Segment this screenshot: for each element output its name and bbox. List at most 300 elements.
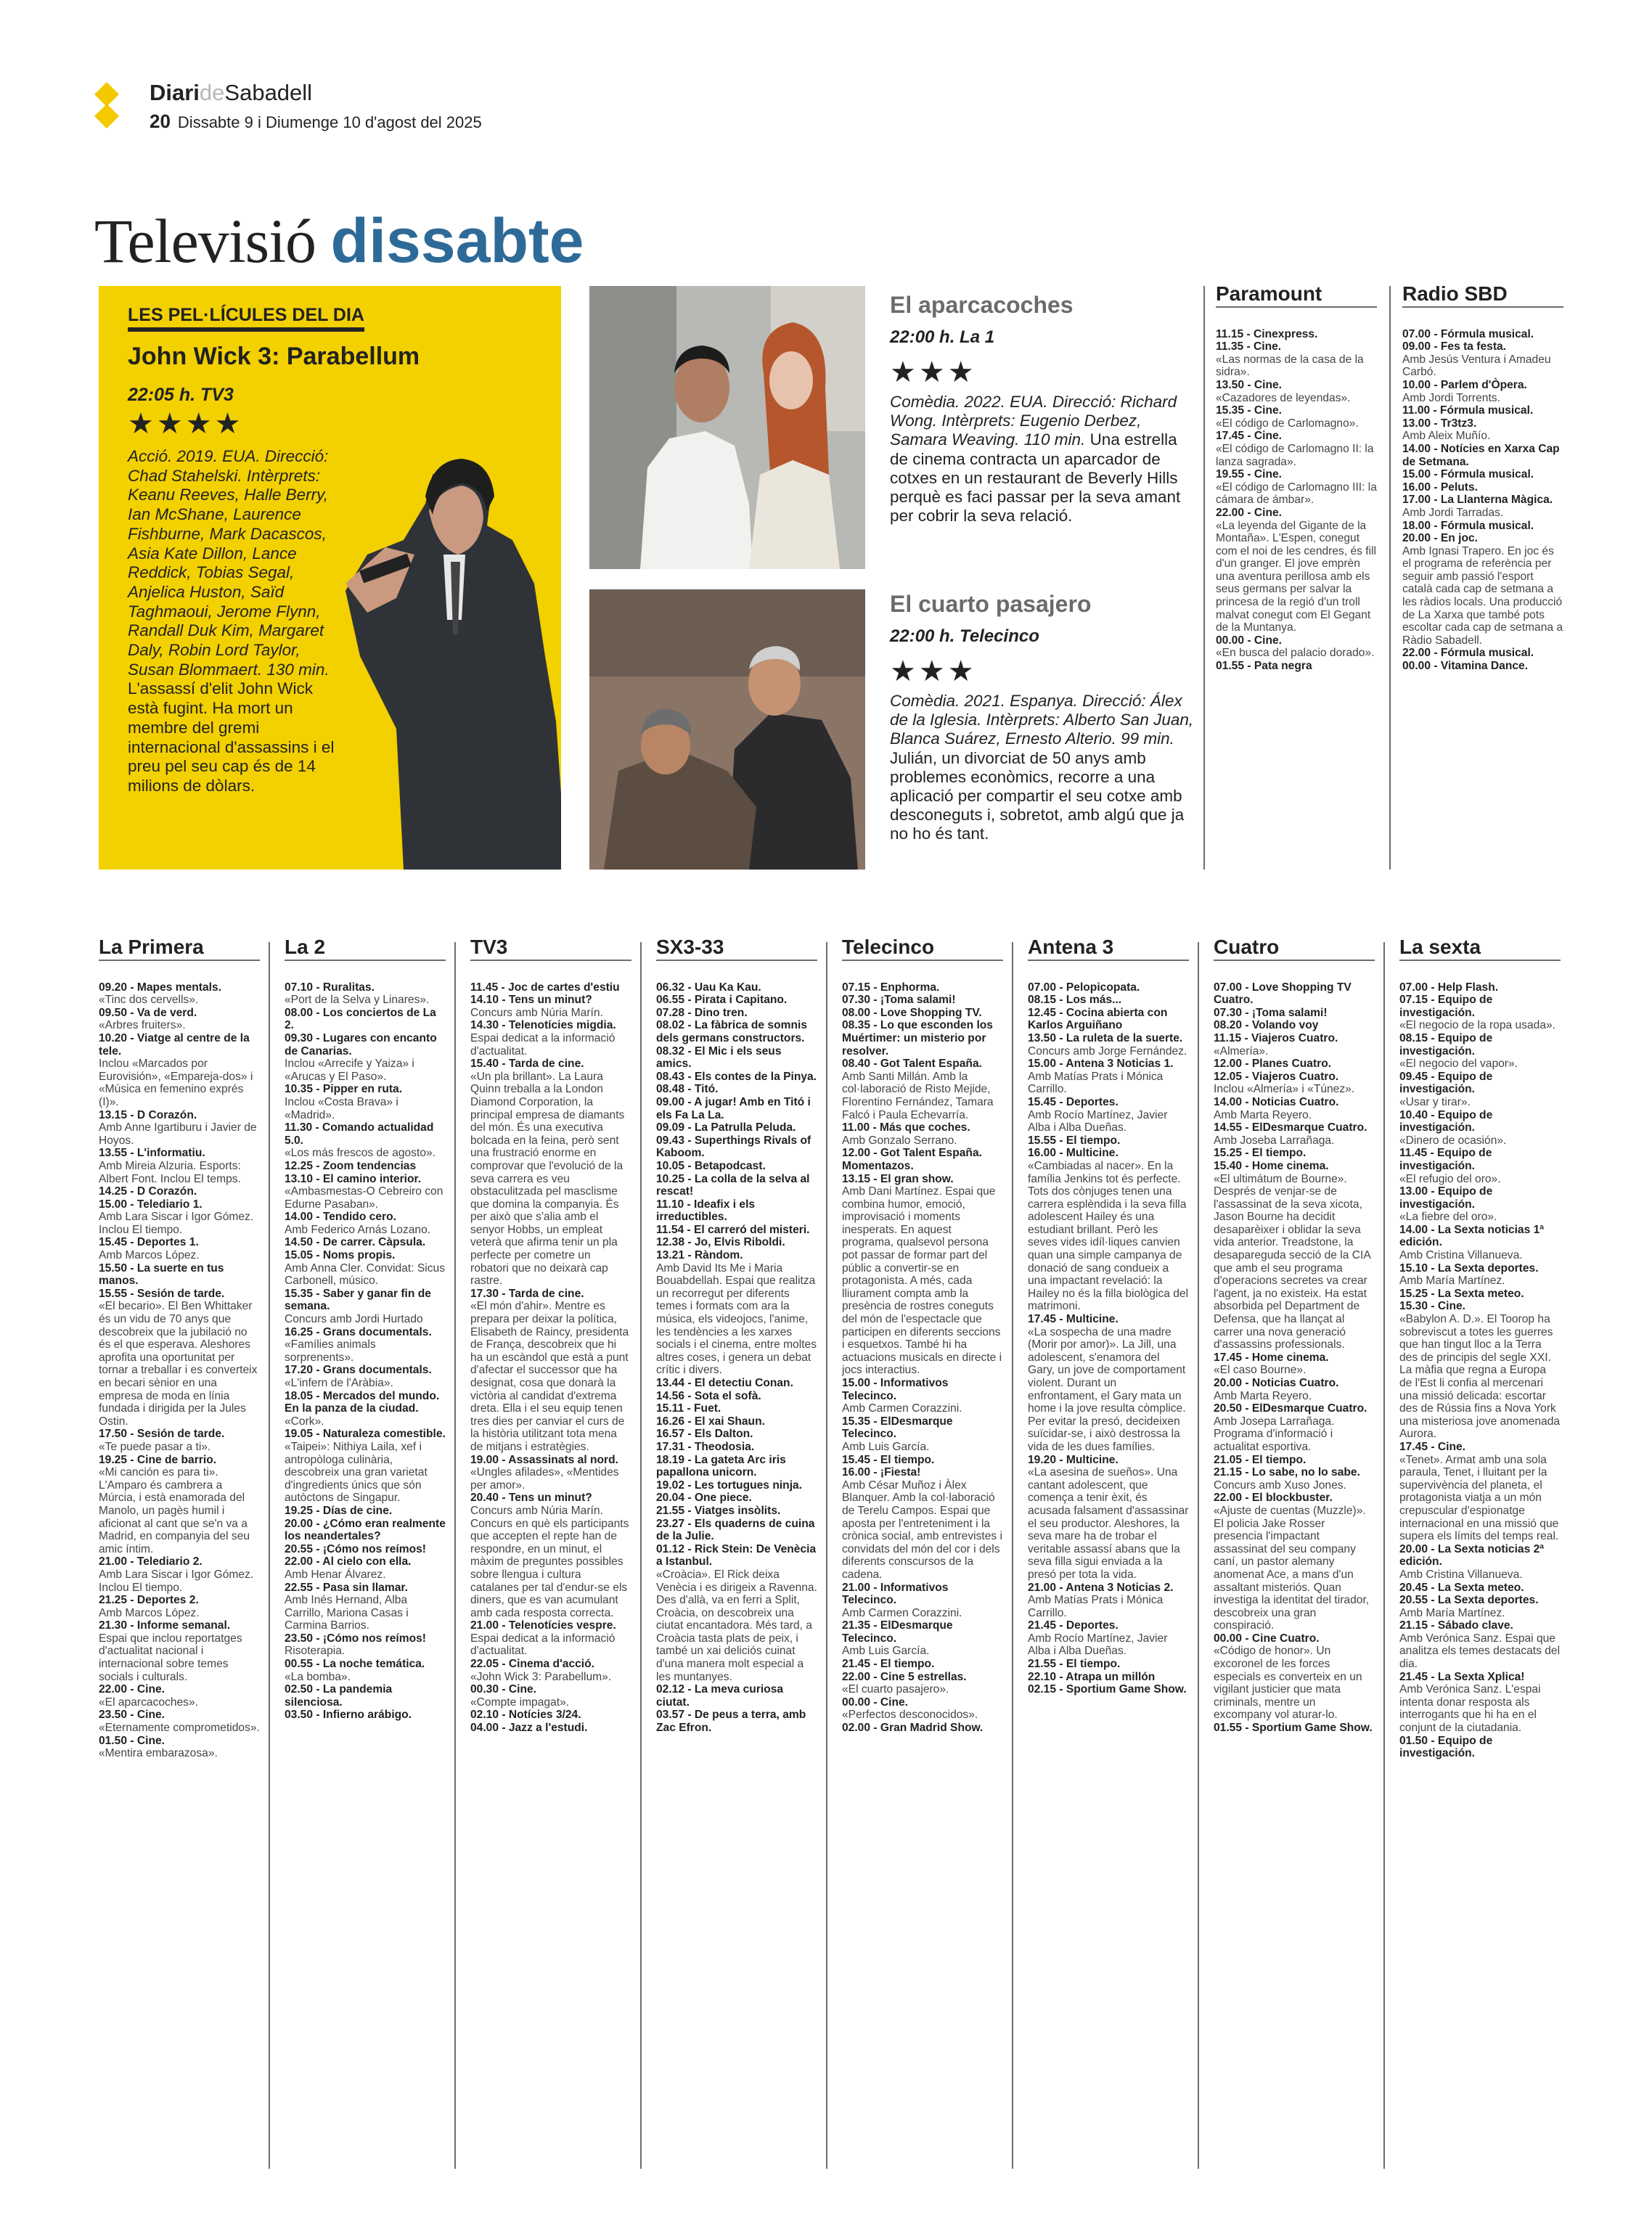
- programme-title: 15.35 - ElDesmarque Telecinco.: [842, 1415, 953, 1441]
- programme-description: Amb Ignasi Trapero. En joc és el programa de referència per seguir amb passió l'esport català cada cap de setmana a les ràdios locals. Una producció de La Xarxa que també pots escoltar cada cap de setmana a Ràdio Sabadell.: [1402, 544, 1563, 647]
- programme-title: 13.15 - D Corazón.: [99, 1108, 197, 1121]
- programme-title: 09.20 - Mapes mentals.: [99, 981, 222, 994]
- programme-title: 07.00 - Help Flash.: [1399, 981, 1499, 994]
- programme-entry: [1399, 1288, 1561, 1301]
- channel-column-tv3: [470, 936, 631, 1735]
- programme-description: «El refugio del oro».: [1399, 1172, 1501, 1185]
- programme-description: Concurs amb Xuso Jones.: [1214, 1478, 1346, 1492]
- programme-description: Amb Federico Arnás Lozano.: [285, 1223, 431, 1236]
- programme-title: 14.00 - Tendido cero.: [285, 1211, 396, 1224]
- programme-entry: [656, 1377, 817, 1390]
- programme-entry: [656, 1045, 817, 1071]
- programme-entry: [1402, 481, 1563, 494]
- programme-entry: [285, 1632, 446, 1658]
- programme-title: 13.55 - L'informatiu.: [99, 1147, 205, 1160]
- programme-title: 10.35 - Pipper en ruta.: [285, 1083, 403, 1096]
- programme-description: Amb Carmen Corazzini.: [842, 1402, 962, 1415]
- programme-description: Amb Joseba Larrañaga.: [1214, 1134, 1335, 1147]
- programme-entry: [842, 1121, 1003, 1147]
- programme-description: «Eternamente comprometidos».: [99, 1722, 260, 1735]
- programme-entry: [842, 1173, 1003, 1378]
- programme-entry: [285, 1582, 446, 1632]
- programme-title: 08.15 - Equipo de investigación.: [1399, 1031, 1493, 1058]
- programme-description: «Usar y tirar».: [1399, 1095, 1471, 1108]
- programme-title: 02.10 - Notícies 3/24.: [470, 1709, 581, 1722]
- programme-entry: [656, 1134, 817, 1160]
- programme-description: «Taipei»: Nithiya Laila, xef i antropòloga culinària, descobreix una gran varietat d'ingredients únics que són autòctons de Singapur.: [285, 1440, 428, 1505]
- programme-title: 02.00 - Gran Madrid Show.: [842, 1722, 984, 1735]
- programme-entry: [470, 1709, 631, 1722]
- programme-entry: [1216, 507, 1377, 634]
- programme-entry: [99, 1709, 260, 1734]
- programme-entry: [285, 1236, 446, 1249]
- programme-title: 15.00 - Fórmula musical.: [1402, 468, 1534, 481]
- programme-entry: [842, 1619, 1003, 1658]
- programme-description: Espai dedicat a la informació d'actualitat.: [470, 1632, 616, 1658]
- programme-description: «Perfectos desconocidos».: [842, 1709, 978, 1722]
- programme-title: 08.02 - La fàbrica de somnis dels germans constructors.: [656, 1019, 808, 1044]
- el-cuarto-pasajero-photo: [589, 589, 865, 870]
- featured-film-title: John Wick 3: Parabellum: [128, 343, 420, 370]
- programme-entry: [656, 1709, 817, 1734]
- programme-entry: [1214, 1019, 1375, 1032]
- programme-entry: [656, 1479, 817, 1492]
- programme-description: Amb Marta Reyero.: [1214, 1389, 1312, 1402]
- programme-title: 08.00 - Love Shopping TV.: [842, 1006, 982, 1019]
- programme-description: «La bomba».: [285, 1670, 351, 1683]
- programme-title: 22.00 - Fórmula musical.: [1402, 647, 1534, 660]
- programme-title: 11.35 - Cine.: [1216, 340, 1282, 353]
- programme-description: Amb Cristina Villanueva.: [1399, 1249, 1523, 1262]
- programme-entry: [1402, 328, 1563, 341]
- programme-entry: [842, 1658, 1003, 1671]
- programme-entry: [1214, 1147, 1375, 1160]
- programme-entry: [1402, 494, 1563, 519]
- programme-entry: [285, 1390, 446, 1428]
- programme-title: 07.30 - ¡Toma salami!: [842, 994, 956, 1007]
- programme-description: Amb Anne Igartiburu i Javier de Hoyos.: [99, 1121, 257, 1147]
- programme-entry: [656, 1441, 817, 1454]
- programme-title: 07.15 - Enphorma.: [842, 981, 940, 994]
- programme-entry: [1028, 1671, 1189, 1684]
- programme-title: 12.45 - Cocina abierta con Karlos Arguiñano: [1028, 1006, 1168, 1032]
- film-credits: Comèdia. 2021. Espanya. Direcció: Álex de la Iglesia. Intèrprets: Alberto San Juan, Blanca Suárez, Ernesto Alterio. 99 min.: [890, 692, 1194, 748]
- programme-title: 13.50 - Cine.: [1216, 378, 1283, 391]
- programme-description: Amb Marta Reyero.: [1214, 1108, 1312, 1121]
- programme-entry: [1214, 1454, 1375, 1467]
- programme-description: Amb Verónica Sanz. L'espai intenta donar resposta als interrogants que hi ha en el conjunt de la ciutadania.: [1399, 1683, 1541, 1735]
- film-title: El cuarto pasajero: [890, 591, 1092, 617]
- programme-entry: [99, 1594, 260, 1619]
- programme-title: 21.15 - Lo sabe, no lo sabe.: [1214, 1466, 1360, 1479]
- programme-entry: [1028, 1619, 1189, 1658]
- programme-entry: [842, 1147, 1003, 1172]
- programme-entry: [656, 1249, 817, 1377]
- film-rating: ★★★: [890, 356, 977, 388]
- programme-entry: [656, 1007, 817, 1020]
- programme-title: 22.00 - Cine.: [99, 1683, 165, 1696]
- film-credits: Comèdia. 2022. EUA. Direcció: Richard Wong. Intèrprets: Eugenio Derbez, Samara Weaving. 110 min.: [890, 393, 1177, 449]
- programme-title: 00.00 - Cine.: [1216, 634, 1283, 647]
- programme-entry: [285, 1428, 446, 1505]
- programme-entry: [99, 1262, 260, 1288]
- programme-description: «El caso Bourne».: [1214, 1364, 1307, 1377]
- programme-entry: [285, 1658, 446, 1683]
- programme-entry: [1399, 1262, 1561, 1288]
- programme-title: 07.15 - Equipo de investigación.: [1399, 994, 1493, 1019]
- programme-entry: [1214, 1377, 1375, 1402]
- programme-description: Inclou «Marcados por Eurovisión», «Empareja-dos» i «Música en femenino exprés (I)».: [99, 1058, 253, 1108]
- channel-column-la-sexta: [1399, 936, 1561, 1760]
- programme-title: 17.50 - Sesión de tarde.: [99, 1428, 225, 1441]
- programme-title: 20.45 - La Sexta meteo.: [1399, 1581, 1524, 1594]
- programme-entry: [842, 1671, 1003, 1696]
- programme-title: 08.35 - Lo que esconden los Muértimer: un misterio por resolver.: [842, 1019, 993, 1058]
- programme-title: 14.25 - D Corazón.: [99, 1185, 197, 1198]
- programme-title: 14.30 - Telenotícies migdia.: [470, 1019, 616, 1032]
- programme-description: Concurs amb Jordi Hurtado: [285, 1313, 423, 1326]
- programme-description: Amb Josepa Larrañaga. Programa d'informació i actualitat esportiva.: [1214, 1415, 1335, 1453]
- programme-title: 21.45 - El tiempo.: [842, 1658, 935, 1671]
- programme-title: 14.00 - Notícies en Xarxa Cap de Setmana.: [1402, 442, 1560, 468]
- programme-description: Amb Marcos López.: [99, 1249, 200, 1262]
- programme-entry: [842, 1058, 1003, 1121]
- channel-column-la-primera: [99, 936, 260, 1760]
- programme-description: Amb Gonzalo Serrano.: [842, 1134, 957, 1147]
- programme-title: 22.10 - Atrapa un millón: [1028, 1670, 1156, 1683]
- programme-title: 17.30 - Tarda de cine.: [470, 1287, 584, 1300]
- programme-description: «Te puede pasar a ti».: [99, 1440, 211, 1453]
- channel-column-paramount: [1216, 282, 1377, 673]
- featured-film-slot: 22:05 h. TV3: [128, 385, 234, 405]
- programme-title: 20.00 - ¿Cómo eran realmente los neandertales?: [285, 1517, 446, 1543]
- programme-entry: [1402, 660, 1563, 673]
- programme-description: Amb María Martínez.: [1399, 1606, 1505, 1619]
- programme-entry: [470, 1019, 631, 1058]
- featured-film-rating: ★★★★: [128, 408, 244, 440]
- programme-entry: [1028, 1658, 1189, 1671]
- programme-title: 15.45 - Deportes 1.: [99, 1236, 199, 1249]
- programme-description: «Ungles afilades», «Mentides per amor».: [470, 1466, 619, 1492]
- programme-entry: [99, 1185, 260, 1198]
- programme-title: 21.05 - El tiempo.: [1214, 1453, 1307, 1466]
- featured-film-credits: Acció. 2019. EUA. Direcció: Chad Stahelski. Intèrprets: Keanu Reeves, Halle Berry, Ian McShane, Laurence Fishburne, Mark Dacascos, Asia Kate Dillon, Lance Reddick, Tobias Segal, Anjelica Huston, Saïd Taghmaoui, Jerome Flynn, Randall Duk Kim, Margaret Daly, Robin Lord Taylor, Susan Blommaert. 130 min.: [128, 447, 330, 679]
- programme-title: 20.55 - ¡Cómo nos reímos!: [285, 1542, 426, 1555]
- programme-title: 15.00 - Telediario 1.: [99, 1198, 203, 1211]
- column-divider: [269, 942, 270, 2169]
- programme-entry: [842, 981, 1003, 994]
- programme-entry: [285, 1121, 446, 1160]
- programme-entry: [1028, 1313, 1189, 1454]
- programme-entry: [1216, 404, 1377, 430]
- programme-description: «Mi canción es para ti». L'Amparo és cambrera a Múrcia, i està enamorada del Manolo, un pagès humil i aficionat al cant que se'n va a Madrid, en companyia del seu amic íntim.: [99, 1466, 250, 1555]
- programme-title: 07.30 - ¡Toma salami!: [1214, 1006, 1328, 1019]
- programme-description: «El negocio de la ropa usada».: [1399, 1019, 1556, 1032]
- programme-description: «Babylon A. D.». El Toorop ha sobreviscut a totes les guerres que han tingut lloc a la Terra des de principis del segle XXI. La màfia que regna a Europa de l'Est li confia al mercenari una missió delicada: escortar des de Rússia fins a Nova York una misteriosa jove anomenada Aurora.: [1399, 1313, 1561, 1441]
- programme-title: 21.35 - ElDesmarque Telecinco.: [842, 1619, 953, 1645]
- programme-entry: [1028, 1058, 1189, 1096]
- programme-entry: [842, 1007, 1003, 1020]
- featured-film-synopsis: Acció. 2019. EUA. Direcció: Chad Stahelski. Intèrprets: Keanu Reeves, Halle Berry, Ian McShane, Laurence Fishburne, Mark Dacascos, Asia Kate Dillon, Lance Reddick, Tobias Segal, Anjelica Huston, Saïd Taghmaoui, Jerome Flynn, Randall Duk Kim, Margaret Daly, Robin Lord Taylor, Susan Blommaert. 130 min. L'assassí d'elit John Wick està fugint. Ha mort un membre del gremi internacional d'assassins i el preu pel seu cap és de 14 milions de dòlars.: [128, 447, 335, 795]
- programme-entry: [285, 1555, 446, 1581]
- programme-entry: [1399, 1300, 1561, 1441]
- programme-entry: [99, 1683, 260, 1709]
- programme-title: 09.45 - Equipo de investigación.: [1399, 1070, 1493, 1096]
- programme-entry: [1216, 634, 1377, 660]
- programme-title: 15.10 - La Sexta deportes.: [1399, 1261, 1539, 1275]
- programme-title: 11.45 - Equipo de investigación.: [1399, 1147, 1492, 1172]
- programme-title: 07.00 - Fórmula musical.: [1402, 327, 1534, 340]
- programme-entry: [1028, 1147, 1189, 1313]
- programme-entry: [1214, 1402, 1375, 1453]
- programme-title: 17.20 - Grans documentals.: [285, 1364, 432, 1377]
- programme-entry: [470, 994, 631, 1019]
- programme-description: Amb Verónica Sanz. Espai que analitza els temes destacats del dia.: [1399, 1632, 1561, 1671]
- programme-title: 13.44 - El detectiu Conan.: [656, 1377, 793, 1389]
- programme-entry: [1028, 1096, 1189, 1134]
- channel-name: TV3: [470, 936, 508, 958]
- programme-description: Amb Matías Prats i Mónica Carrillo.: [1028, 1070, 1164, 1096]
- programme-entry: [656, 1121, 817, 1134]
- programme-entry: [470, 1658, 631, 1683]
- programme-entry: [656, 994, 817, 1007]
- programme-entry: [1214, 1096, 1375, 1121]
- featured-kicker: LES PEL·LÍCULES DEL DIA: [128, 305, 364, 332]
- programme-entry: [285, 1505, 446, 1518]
- programme-entry: [842, 1722, 1003, 1735]
- programme-description: «Las normas de la casa de la sidra».: [1216, 353, 1364, 379]
- channel-column-la-2: [285, 936, 446, 1722]
- programme-title: 22.05 - Cinema d'acció.: [470, 1658, 594, 1671]
- programme-title: 02.50 - La pandemia silenciosa.: [285, 1683, 393, 1709]
- programme-title: 20.00 - Noticias Cuatro.: [1214, 1377, 1339, 1389]
- programme-title: 19.55 - Cine.: [1216, 468, 1283, 481]
- programme-entry: [656, 1096, 817, 1121]
- programme-entry: [285, 1518, 446, 1543]
- programme-entry: [470, 1619, 631, 1658]
- programme-title: 13.00 - Tr3tz3.: [1402, 417, 1477, 430]
- programme-entry: [1399, 1185, 1561, 1224]
- programme-description: Amb Luis García.: [842, 1440, 930, 1453]
- channel-rule: [1216, 306, 1377, 308]
- programme-entry: [99, 1236, 260, 1261]
- programme-description: «La sospecha de una madre (Morir por amor)». La Jill, una adolescent, s'enamora del Gary, un jove de comportament violent. Durant un enfrontament, el Gary mata un home i la jove resulta còmplice. Per evitar la presó, decideixen suïcidar-se, i això destrossa la vida de les dues famílies.: [1028, 1325, 1186, 1453]
- programme-description: Amb Aleix Muñío.: [1402, 430, 1491, 443]
- programme-title: 21.00 - Telediario 2.: [99, 1555, 203, 1569]
- featured-film-box: [99, 286, 561, 870]
- programme-entry: [656, 1390, 817, 1403]
- programme-title: 14.00 - Noticias Cuatro.: [1214, 1095, 1339, 1108]
- programme-entry: [1399, 1032, 1561, 1071]
- programme-description: «La asesina de sueños». Una cantant adolescent, que comença a tenir èxit, és acusada falsament d'assassinar el seu productor. Aleshores, la seva mare ha de trobar el veritable assassí abans que la seva filla sigui enviada a la presó per tota la vida.: [1028, 1466, 1189, 1581]
- programme-description: Inclou «Almería» i «Túnez».: [1214, 1083, 1355, 1096]
- programme-title: 21.00 - Antena 3 Noticias 2.: [1028, 1581, 1174, 1594]
- column-divider: [454, 942, 456, 2169]
- programme-description: Amb Inés Hernand, Alba Carrillo, Mariona Casas i Carmina Barrios.: [285, 1594, 409, 1632]
- el-aparcacoches-photo: [589, 286, 865, 569]
- programme-title: 22.00 - Cine 5 estrellas.: [842, 1670, 967, 1683]
- programme-title: 07.10 - Ruralitas.: [285, 981, 375, 994]
- programme-title: 15.25 - La Sexta meteo.: [1399, 1287, 1524, 1300]
- programme-description: «Famílies animals sorprenents».: [285, 1338, 376, 1364]
- programme-entry: [99, 1198, 260, 1237]
- column-divider: [1383, 942, 1385, 2169]
- programme-entry: [1028, 1454, 1189, 1582]
- programme-title: 17.00 - La Llanterna Màgica.: [1402, 494, 1553, 507]
- programme-title: 14.50 - De carrer. Càpsula.: [285, 1236, 426, 1249]
- programme-entry: [1402, 468, 1563, 481]
- programme-title: 09.30 - Lugares con encanto de Canarias.: [285, 1031, 437, 1058]
- programme-title: 20.04 - One piece.: [656, 1492, 752, 1505]
- column-divider: [1012, 942, 1013, 2169]
- programme-title: 19.20 - Multicine.: [1028, 1453, 1119, 1466]
- programme-title: 20.40 - Tens un minut?: [470, 1492, 592, 1505]
- programme-description: Amb Marcos López.: [99, 1606, 200, 1619]
- programme-entry: [1216, 340, 1377, 379]
- programme-entry: [99, 1555, 260, 1594]
- programme-description: «Código de honor». Un excoronel de les forces especials es converteix en un vigilant justicier que mata criminals, mentre un excompany vol aturar-lo.: [1214, 1645, 1362, 1722]
- programme-title: 15.55 - Sesión de tarde.: [99, 1287, 225, 1300]
- programme-entry: [1028, 1134, 1189, 1148]
- programme-entry: [1216, 379, 1377, 404]
- programme-entry: [1399, 1594, 1561, 1619]
- programme-entry: [1399, 1441, 1561, 1543]
- programme-title: 16.57 - Els Dalton.: [656, 1428, 753, 1441]
- programme-description: «Compte impagat».: [470, 1696, 570, 1709]
- programme-description: «Cambiadas al nacer». En la família Jenkins tot és perfecte. Tots dos cònjuges tenen una carrera esplèndida i la seva filla adolescent Hailey és una estudiant brillant. Però les seves vides idíl·liques canvien quan una simple campanya de donació de sang condueix a una impactant revelació: la Hailey no és la filla biològica del matrimoni.: [1028, 1159, 1189, 1313]
- programme-title: 15.55 - El tiempo.: [1028, 1134, 1121, 1147]
- programme-entry: [842, 994, 1003, 1007]
- programme-entry: [1399, 1147, 1561, 1185]
- programme-entry: [842, 1415, 1003, 1454]
- programme-entry: [1399, 1071, 1561, 1109]
- film-slot: 22:00 h. La 1: [890, 327, 995, 347]
- programme-title: 12.00 - Got Talent España. Momentazos.: [842, 1147, 982, 1172]
- programme-title: 17.31 - Theodosia.: [656, 1440, 755, 1453]
- programme-title: 21.25 - Deportes 2.: [99, 1594, 199, 1607]
- programme-title: 00.00 - Cine.: [842, 1696, 909, 1709]
- programme-entry: [1214, 1722, 1375, 1735]
- programme-entry: [285, 1249, 446, 1288]
- programme-description: «El negocio del vapor».: [1399, 1058, 1518, 1071]
- channel-name: Paramount: [1216, 282, 1322, 305]
- programme-title: 14.55 - ElDesmarque Cuatro.: [1214, 1121, 1367, 1134]
- programme-title: 08.40 - Got Talent España.: [842, 1058, 982, 1071]
- programme-title: 20.00 - En joc.: [1402, 532, 1479, 545]
- programme-description: Amb Luis García.: [842, 1645, 930, 1658]
- programme-title: 01.12 - Rick Stein: De Venècia a Istanbul.: [656, 1542, 817, 1569]
- programme-entry: [285, 1683, 446, 1709]
- programme-title: 15.30 - Cine.: [1399, 1300, 1466, 1313]
- programme-entry: [656, 1236, 817, 1249]
- programme-title: 01.50 - Equipo de investigación.: [1399, 1734, 1493, 1760]
- programme-description: «El aparcacoches».: [99, 1696, 198, 1709]
- programme-entry: [1402, 404, 1563, 417]
- programme-entry: [656, 1173, 817, 1198]
- page-number: 20: [150, 110, 171, 132]
- programme-title: 08.48 - Titó.: [656, 1083, 719, 1096]
- programme-title: 03.50 - Infierno arábigo.: [285, 1709, 412, 1722]
- programme-title: 21.30 - Informe semanal.: [99, 1619, 231, 1632]
- programme-description: Inclou «Arrecife y Yaiza» i «Arucas y El Paso».: [285, 1058, 414, 1083]
- programme-title: 21.00 - Informativos Telecinco.: [842, 1581, 949, 1607]
- programme-title: 08.00 - Los conciertos de La 2.: [285, 1006, 436, 1032]
- issue-date: Dissabte 9 i Diumenge 10 d'agost del 2025: [177, 113, 482, 131]
- programme-description: Concurs amb Núria Marín.: [470, 1006, 603, 1019]
- programme-entry: [1402, 520, 1563, 533]
- programme-entry: [285, 1364, 446, 1389]
- programme-title: 15.45 - Deportes.: [1028, 1095, 1119, 1108]
- programme-description: Amb Jordi Tarradas.: [1402, 506, 1504, 519]
- programme-entry: [1214, 1351, 1375, 1377]
- programme-entry: [285, 1326, 446, 1365]
- programme-entry: [656, 1019, 817, 1044]
- programme-title: 17.45 - Cine.: [1216, 430, 1283, 443]
- programme-title: 07.28 - Dino tren.: [656, 1006, 748, 1019]
- programme-entry: [470, 1454, 631, 1492]
- film-rating: ★★★: [890, 655, 977, 687]
- programme-title: 22.55 - Pasa sin llamar.: [285, 1581, 408, 1594]
- programme-description: Espai que inclou reportatges d'actualitat nacional i internacional sobre temes socials i culturals.: [99, 1632, 242, 1683]
- programme-title: 12.38 - Jo, Elvis Riboldi.: [656, 1236, 785, 1249]
- channel-rule: [1399, 960, 1561, 961]
- programme-entry: [1214, 1032, 1375, 1058]
- programme-entry: [842, 1466, 1003, 1581]
- programme-title: 12.25 - Zoom tendencias: [285, 1159, 417, 1172]
- programme-entry: [1214, 1121, 1375, 1147]
- programme-description: «Ajuste de cuentas (Muzzle)». El policia Jake Rosser presencia l'impactant assassinat del seu company caní, un pastor alemany anomenat Ace, a mans d'un assaltant misteriós. Quan investiga la identitat del tirador, descobreix una gran conspiració.: [1214, 1504, 1370, 1632]
- programme-title: 20.55 - La Sexta deportes.: [1399, 1594, 1539, 1607]
- programme-title: 21.55 - Viatges insòlits.: [656, 1504, 781, 1517]
- john-wick-photo: [316, 417, 561, 870]
- programme-entry: [470, 1683, 631, 1709]
- programme-title: 03.57 - De peus a terra, amb Zac Efron.: [656, 1709, 806, 1735]
- programme-title: 18.00 - Fórmula musical.: [1402, 519, 1534, 532]
- programme-title: 04.00 - Jazz a l'estudi.: [470, 1722, 588, 1735]
- channel-rule: [470, 960, 631, 961]
- programme-title: 10.40 - Equipo de investigación.: [1399, 1108, 1493, 1134]
- programme-title: 17.45 - Multicine.: [1028, 1313, 1119, 1326]
- programme-title: 19.05 - Naturaleza comestible.: [285, 1428, 446, 1441]
- programme-description: «Almería».: [1214, 1044, 1269, 1058]
- programme-entry: [842, 1377, 1003, 1415]
- channel-column-sx3-33: [656, 936, 817, 1735]
- programme-title: 14.00 - La Sexta noticias 1ª edición.: [1399, 1223, 1545, 1249]
- programme-title: 10.05 - Betapodcast.: [656, 1159, 766, 1172]
- programme-entry: [1216, 328, 1377, 341]
- page-title: Televisió dissabte: [94, 206, 584, 276]
- channel-name: Radio SBD: [1402, 282, 1508, 305]
- programme-title: 18.05 - Mercados del mundo. En la panza de la ciudad.: [285, 1389, 440, 1415]
- programme-description: Amb Lara Siscar i Igor Gómez. Inclou El tiempo.: [99, 1211, 254, 1236]
- programme-title: 01.55 - Sportium Game Show.: [1214, 1722, 1373, 1735]
- channel-name: La 2: [285, 936, 326, 958]
- programme-description: «El ultimátum de Bourne». Després de venjar-se de l'assassinat de la seva xicota, Jason Bourne ha decidit desaparèixer i oblidar la seva vida anterior. Treadstone, la desapareguda secció de la CIA que amb el seu programa d'operacions secretes va crear l'agent, ja no existeix. Ha estat absorbida pel Department de Defensa, que ha llançat al carrer una nova generació d'assassins professionals.: [1214, 1172, 1370, 1351]
- programme-description: Amb Dani Martínez. Espai que combina humor, emoció, improvisació i moments inesperats. En aquest programa, qualsevol persona pot passar de formar part del públic a convertir-se en protagonista. A més, cada lliurament compta amb la presència de rostres coneguts del món de l'espectacle que participen en diferents seccions i esquetxos. També hi ha actuacions musicals en directe i jocs interactius.: [842, 1185, 1002, 1377]
- brand-name: DiarideSabadell: [150, 80, 313, 105]
- programme-title: 15.05 - Noms propis.: [285, 1249, 396, 1262]
- programme-entry: [99, 1428, 260, 1453]
- programme-title: 00.00 - Cine Cuatro.: [1214, 1632, 1320, 1645]
- film-synopsis: Comèdia. 2022. EUA. Direcció: Richard Wong. Intèrprets: Eugenio Derbez, Samara Weaving. 110 min. Una estrella de cinema contracta un aparcador de cotxes en un restaurant de Beverly Hills perquè es faci passar per la seva amant per cobrir la seva relació.: [890, 393, 1181, 525]
- programme-entry: [285, 1211, 446, 1236]
- programme-entry: [1028, 1032, 1189, 1058]
- programme-entry: [285, 1160, 446, 1173]
- programme-description: Amb Lara Siscar i Igor Gómez. Inclou El tiempo.: [99, 1568, 254, 1594]
- programme-entry: [1399, 1582, 1561, 1595]
- programme-entry: [1399, 1109, 1561, 1148]
- programme-entry: [656, 1428, 817, 1441]
